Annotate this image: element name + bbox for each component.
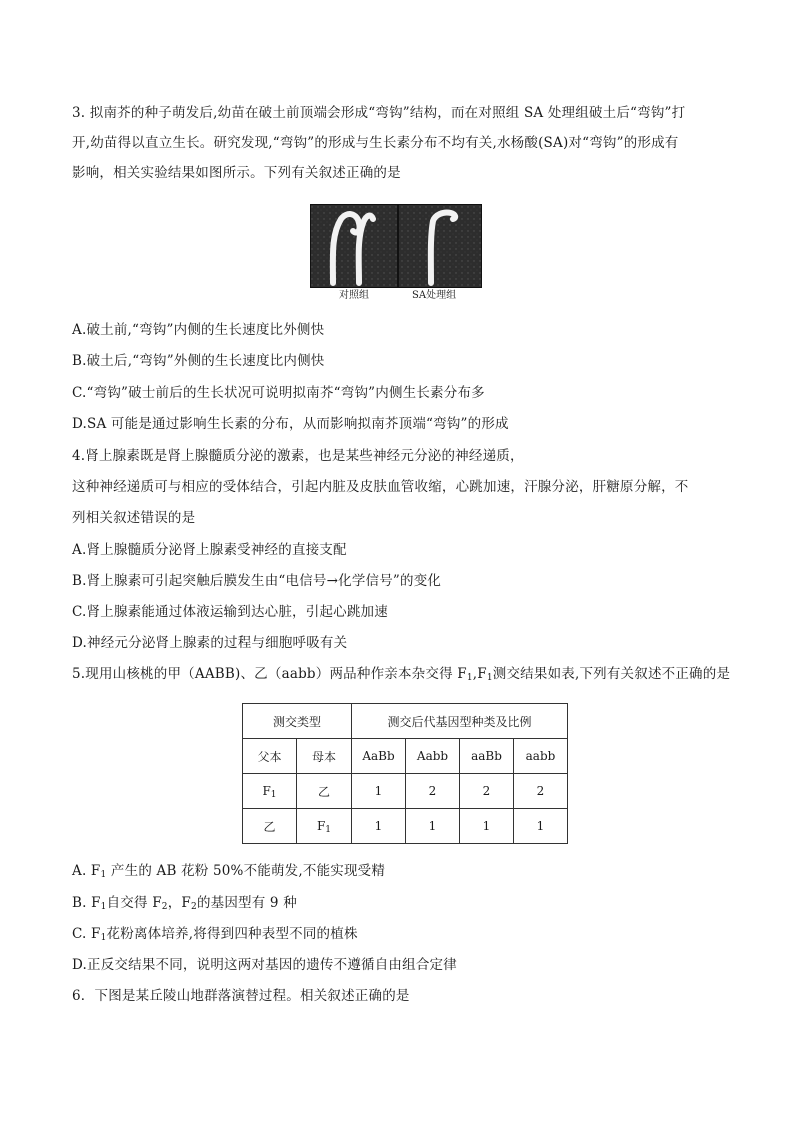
row1-value: 2	[460, 774, 514, 809]
table-row	[243, 809, 568, 844]
q5-stem	[72, 665, 730, 683]
figure-divider	[397, 205, 399, 287]
q3-option-d: D.SA 可能是通过影响生长素的分布，从而影响拟南芥顶端“弯钩”的形成	[72, 416, 509, 432]
q3-option-b: B.破土后,“弯钩”外侧的生长速度比内侧快	[72, 353, 325, 369]
q4-option-c: C.肾上腺素能通过体液运输到达心脏，引起心跳加速	[72, 604, 388, 620]
q4-option-d: D.神经元分泌肾上腺素的过程与细胞呼吸有关	[72, 635, 348, 651]
col-genotype-4: aabb	[514, 739, 568, 774]
q4-stem-line-3: 列相关叙述错误的是	[72, 510, 196, 526]
q4-stem-line-2: 这种神经递质可与相应的受体结合，引起内脏及皮肤血管收缩，心跳加速，汗腺分泌，肝糖原分解，不	[72, 479, 689, 495]
q5-option-c: C. $F_1$花粉离体培养,将得到四种表型不同的植株	[72, 926, 358, 943]
q3-stem-line-3: 影响，相关实验结果如图所示。下列有关叙述正确的是	[72, 165, 401, 181]
row2-mother: $F_1$	[297, 809, 352, 844]
q3-option-a: A.破土前,“弯钩”内侧的生长速度比外侧快	[72, 322, 325, 338]
row1-value: 1	[352, 774, 406, 809]
q5-stem-part-c: 测交结果如表,下列有关叙述不正确的是	[492, 666, 731, 682]
row2-father: 乙	[243, 809, 297, 844]
col-genotype-3: aaBb	[460, 739, 514, 774]
q4-stem-line-1: 4.肾上腺素既是肾上腺髓质分泌的激素，也是某些神经元分泌的神经递质，	[72, 448, 524, 464]
q4-option-a: A.肾上腺髓质分泌肾上腺素受神经的直接支配	[72, 542, 347, 558]
row1-value: 2	[514, 774, 568, 809]
col-genotype-1: AaBb	[352, 739, 406, 774]
testcross-table	[242, 703, 568, 844]
col-mother: 母本	[297, 739, 352, 774]
row2-value: 1	[406, 809, 460, 844]
header-cross-type: 测交类型	[243, 704, 352, 739]
q5-stem-part-b: ,F	[472, 666, 487, 682]
q5-stem-sub-2: 1	[486, 673, 493, 683]
row2-value: 1	[514, 809, 568, 844]
seedling-hook-photo	[310, 204, 482, 288]
q5-option-b: B. $F_1$自交得 $F_2$，$F_2$的基因型有 9 种	[72, 895, 297, 912]
q5-stem-part-a: 5.现用山核桃的甲（AABB)、乙（aabb）两品种作亲本杂交得 F	[72, 666, 467, 682]
col-father: 父本	[243, 739, 297, 774]
seedling-hook-illustration	[311, 205, 481, 287]
col-genotype-2: Aabb	[406, 739, 460, 774]
row1-value: 2	[406, 774, 460, 809]
row1-father: $F_1$	[243, 774, 297, 809]
q3-stem-line-2: 开,幼苗得以直立生长。研究发现,“弯钩”的形成与生长素分布不均有关,水杨酸(SA)对“弯钩”的形成有	[72, 135, 679, 151]
q5-option-d: D.正反交结果不同，说明这两对基因的遗传不遵循自由组合定律	[72, 957, 457, 973]
row2-value: 1	[352, 809, 406, 844]
q3-option-c: C.“弯钩”破士前后的生长状况可说明拟南芥“弯钩”内侧生长素分布多	[72, 385, 485, 401]
table-row	[243, 774, 568, 809]
q5-stem-sub-1: 1	[466, 673, 473, 683]
figure-label-sa: SA处理组	[412, 290, 457, 301]
row2-value: 1	[460, 809, 514, 844]
q3-stem-line-1: 3. 拟南芥的种子萌发后,幼苗在破土前顶端会形成“弯钩”结构，而在对照组 SA 处理组破土后“弯钩”打	[72, 105, 686, 121]
header-offspring-ratio: 测交后代基因型种类及比例	[352, 704, 568, 739]
q4-option-b: B.肾上腺素可引起突触后膜发生由“电信号→化学信号”的变化	[72, 573, 442, 589]
table-header-row	[243, 704, 568, 739]
q5-option-a: A. $F_1$ 产生的 AB 花粉 50%不能萌发,不能实现受精	[72, 863, 386, 880]
figure-label-control: 对照组	[339, 290, 369, 301]
q6-stem: 6．下图是某丘陵山地群落演替过程。相关叙述正确的是	[72, 988, 410, 1004]
row1-mother: 乙	[297, 774, 352, 809]
table-subheader-row	[243, 739, 568, 774]
